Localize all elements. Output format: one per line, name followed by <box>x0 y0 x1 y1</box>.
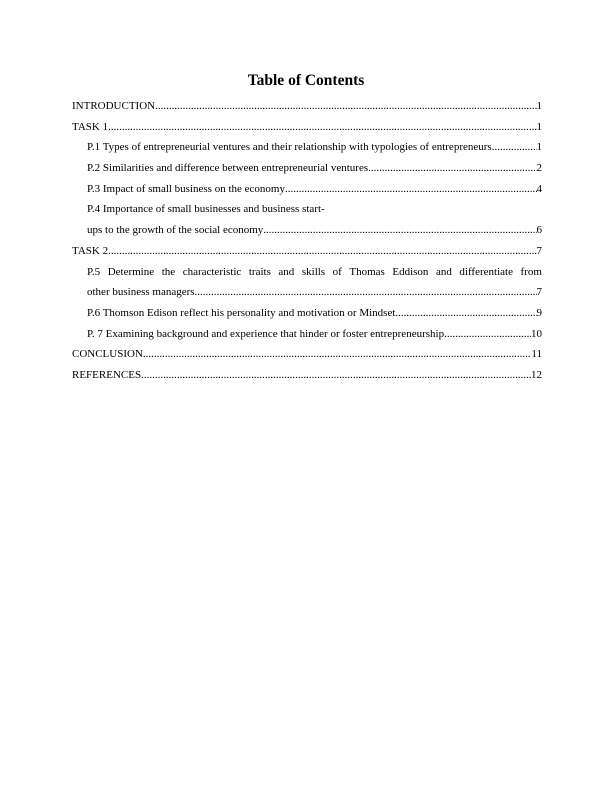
toc-entry-p4[interactable] <box>72 220 542 241</box>
toc-page-number: 2 <box>536 162 542 175</box>
toc-word: the <box>161 265 176 278</box>
toc-word: from <box>520 265 542 278</box>
toc-page-number: 11 <box>531 348 542 361</box>
toc-page-number: 12 <box>531 368 542 381</box>
toc-page-number: 10 <box>531 327 542 340</box>
toc-word: Eddison <box>392 265 429 278</box>
toc-entry-label: TASK 2 <box>72 244 109 257</box>
toc-page-number: 1 <box>536 100 542 112</box>
toc-word: characteristic <box>182 265 242 278</box>
toc-word: Thomas <box>349 265 385 278</box>
toc-word: P.5 <box>87 265 101 278</box>
toc-entry-conclusion[interactable] <box>72 344 542 365</box>
dot-leader <box>143 344 532 365</box>
toc-page-number: 7 <box>536 244 542 257</box>
toc-entry-label: INTRODUCTION <box>72 100 156 112</box>
dot-leader <box>395 303 536 324</box>
toc-entry-p7[interactable] <box>72 324 542 345</box>
toc-page-number: 7 <box>536 286 542 299</box>
toc-entry-introduction[interactable] <box>72 96 542 117</box>
dot-leader <box>368 158 536 179</box>
toc-entry-label: ups to the growth of the social economy <box>87 224 264 237</box>
toc-page-number: 1 <box>536 141 542 154</box>
toc-page-number: 6 <box>536 224 542 237</box>
dot-leader <box>263 220 536 241</box>
toc-entry-label: P.6 Thomson Edison reflect his personality and motivation or Mindset <box>87 306 396 319</box>
dot-leader <box>155 96 536 117</box>
toc-entry-references[interactable] <box>72 365 542 386</box>
toc-entry-label: P.1 Types of entrepreneurial ventures and their relationship with typologies of entrepreneurs. <box>87 141 495 154</box>
toc-entry-label: P.3 Impact of small business on the economy <box>87 182 285 195</box>
toc-entry-task-2[interactable] <box>72 241 542 262</box>
toc-entry-p4-line1[interactable]: P.4 Importance of small businesses and business start- <box>87 203 325 216</box>
table-of-contents <box>72 96 542 386</box>
toc-entry-p3[interactable] <box>72 179 542 200</box>
toc-word: Determine <box>107 265 155 278</box>
toc-entry-label: P. 7 Examining background and experience that hinder or foster entrepreneurship <box>87 327 445 340</box>
toc-word: of <box>332 265 342 278</box>
toc-page-number: 1 <box>536 120 542 133</box>
toc-entry-p1[interactable] <box>72 137 542 158</box>
toc-entry-label: P.2 Similarities and difference between entrepreneurial ventures <box>87 162 369 175</box>
toc-entry-p2[interactable] <box>72 158 542 179</box>
toc-entry-task-1[interactable] <box>72 117 542 138</box>
dot-leader <box>444 324 531 345</box>
toc-entry-p6[interactable] <box>72 303 542 324</box>
toc-word: and <box>435 265 452 278</box>
toc-word: and <box>278 265 295 278</box>
toc-entry-label: other business managers <box>87 286 195 299</box>
toc-word: differentiate <box>459 265 513 278</box>
dot-leader <box>494 137 536 158</box>
toc-word: skills <box>301 265 326 278</box>
dot-leader <box>108 241 536 262</box>
toc-page-number: 9 <box>536 306 542 319</box>
toc-entry-p5-line1[interactable] <box>72 262 542 283</box>
dot-leader <box>141 365 531 386</box>
toc-entry-label: REFERENCES <box>72 368 142 381</box>
toc-title: Table of Contents <box>247 72 365 89</box>
toc-entry-p5[interactable] <box>72 282 542 303</box>
toc-entry-label: CONCLUSION <box>72 348 143 361</box>
toc-entry-label: TASK 1 <box>72 120 109 133</box>
dot-leader <box>195 282 537 303</box>
dot-leader <box>108 117 536 138</box>
toc-word: traits <box>248 265 271 278</box>
toc-page-number: 4 <box>536 182 542 195</box>
dot-leader <box>285 179 537 200</box>
